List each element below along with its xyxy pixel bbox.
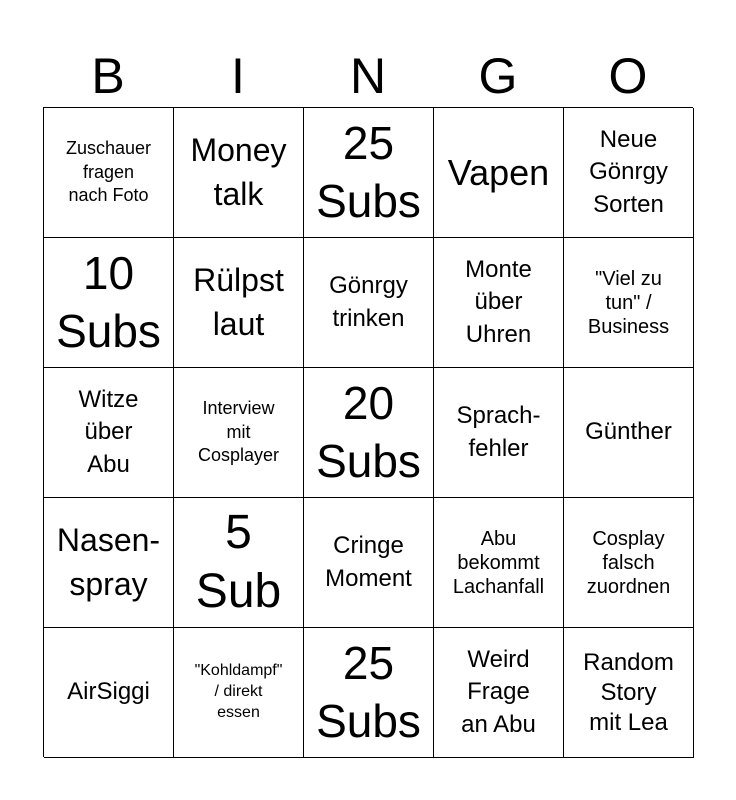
bingo-cell[interactable]: "Viel zu tun" / Business	[564, 238, 694, 368]
bingo-cell[interactable]: Sprach- fehler	[434, 368, 564, 498]
bingo-cell[interactable]: Abu bekommt Lachanfall	[434, 498, 564, 628]
header-letter-b: B	[91, 48, 125, 104]
bingo-board	[43, 107, 693, 757]
bingo-cell[interactable]: Nasen- spray	[44, 498, 174, 628]
header-letter-g: G	[478, 48, 518, 104]
bingo-cell[interactable]: AirSiggi	[44, 628, 174, 758]
bingo-cell[interactable]: Gönrgy trinken	[304, 238, 434, 368]
bingo-header	[43, 44, 693, 108]
bingo-cell[interactable]: 25 Subs	[304, 108, 434, 238]
bingo-cell[interactable]: Interview mit Cosplayer	[174, 368, 304, 498]
bingo-cell[interactable]: Money talk	[174, 108, 304, 238]
bingo-cell[interactable]: Zuschauer fragen nach Foto	[44, 108, 174, 238]
header-letter-n: N	[349, 48, 387, 104]
bingo-cell[interactable]: 10 Subs	[44, 238, 174, 368]
bingo-cell[interactable]: Vapen	[434, 108, 564, 238]
bingo-cell[interactable]: "Kohldampf" / direkt essen	[174, 628, 304, 758]
header-letter-i: I	[231, 48, 245, 104]
bingo-cell[interactable]: 20 Subs	[304, 368, 434, 498]
bingo-cell[interactable]: Cosplay falsch zuordnen	[564, 498, 694, 628]
bingo-cell[interactable]: Rülpst laut	[174, 238, 304, 368]
bingo-cell[interactable]: Neue Gönrgy Sorten	[564, 108, 694, 238]
bingo-cell[interactable]: Weird Frage an Abu	[434, 628, 564, 758]
bingo-cell[interactable]: 25 Subs	[304, 628, 434, 758]
bingo-cell[interactable]: Witze über Abu	[44, 368, 174, 498]
bingo-cell[interactable]: 5 Sub	[174, 498, 304, 628]
header-letter-o: O	[608, 48, 648, 104]
bingo-cell[interactable]: Random Story mit Lea	[564, 628, 694, 758]
bingo-cell[interactable]: Cringe Moment	[304, 498, 434, 628]
bingo-cell[interactable]: Günther	[564, 368, 694, 498]
bingo-cell[interactable]: Monte über Uhren	[434, 238, 564, 368]
